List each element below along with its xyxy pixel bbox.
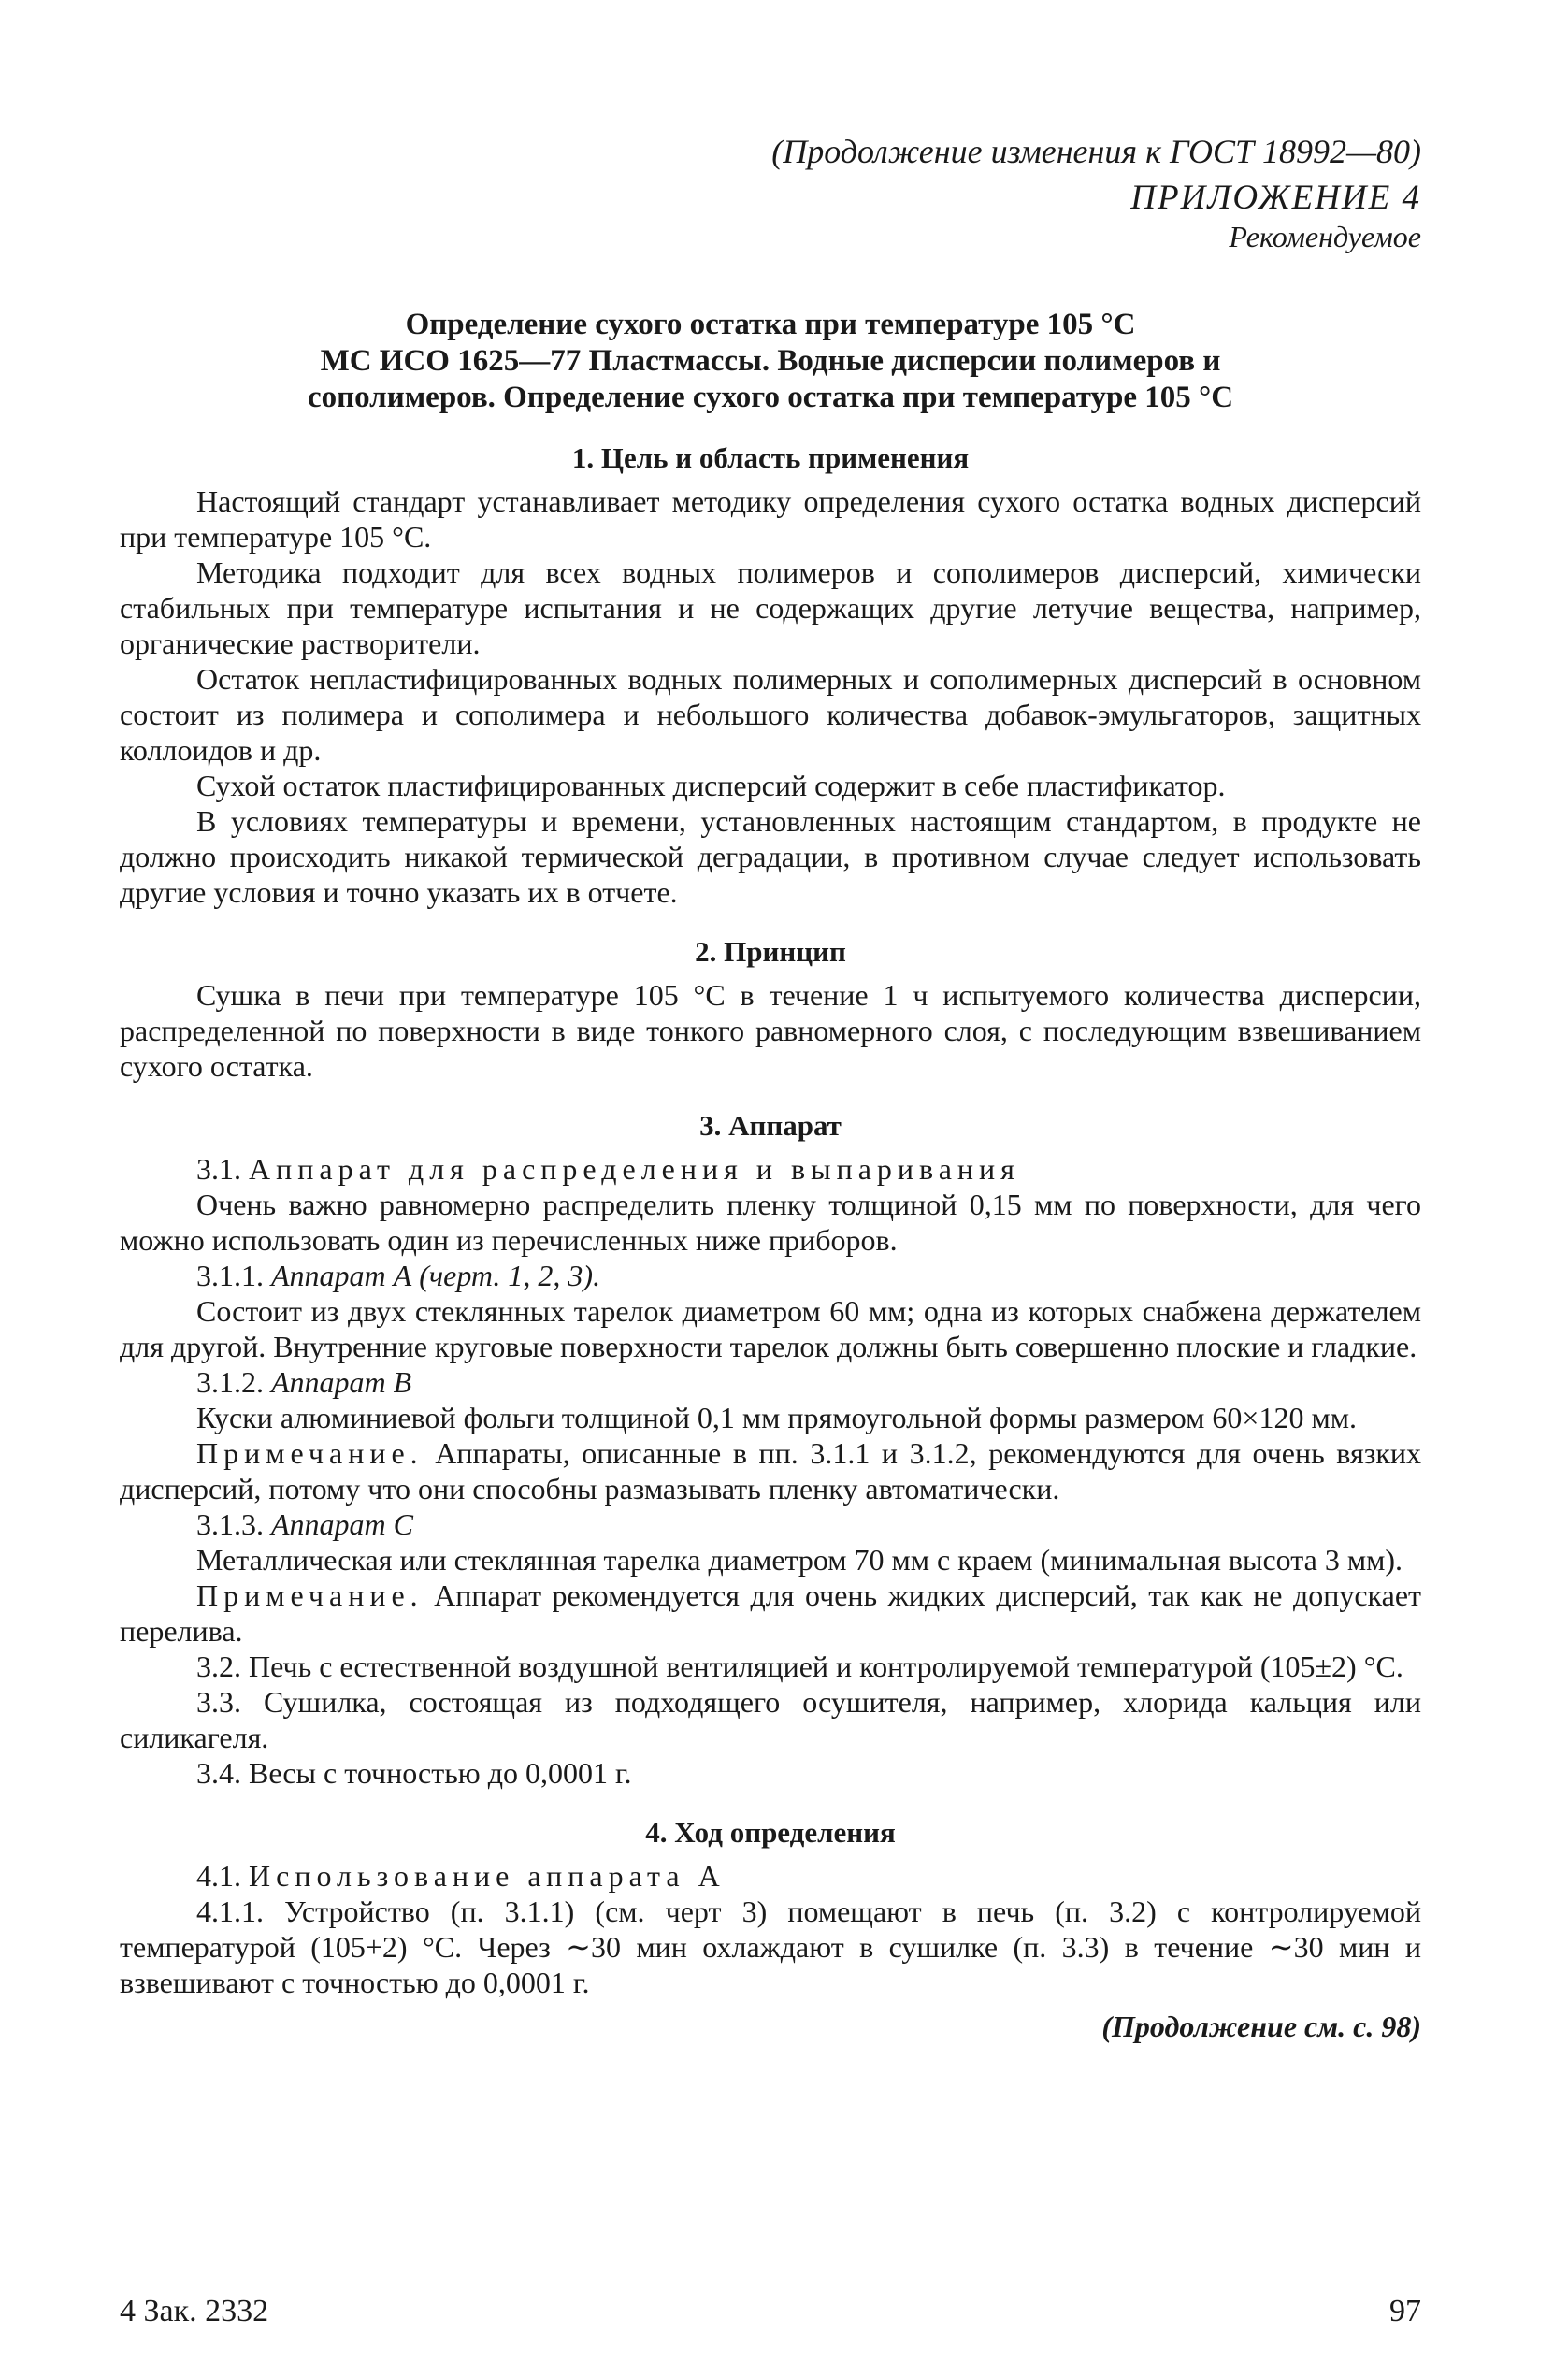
section-4-heading: 4. Ход определения: [645, 1816, 896, 1849]
appendix-label: ПРИЛОЖЕНИЕ 4: [1130, 179, 1421, 217]
s2-paragraph-1: Сушка в печи при температуре 105 °С в течение 1 ч испытуемого количества дисперсии, распределенной по поверхности в виде тонкого равномерного слоя, с последующим взвешиванием сухого остатка.: [120, 978, 1421, 1083]
clause-3-1-1-text: Состоит из двух стеклянных тарелок диаметром 60 мм; одна из которых снабжена держателем для другой. Внутренние круговые поверхности тарелок должны быть совершенно плоские и гладкие.: [120, 1294, 1421, 1363]
clause-3-1-3-text: Металлическая или стеклянная тарелка диаметром 70 мм с краем (минимальная высота 3 мм).: [196, 1543, 1403, 1577]
clause-3-1-2-text: Куски алюминиевой фольги толщиной 0,1 мм прямоугольной формы размером 60×120 мм.: [196, 1401, 1357, 1434]
clause-3-1-number: 3.1.: [196, 1152, 241, 1186]
note-2: [120, 1578, 1421, 1649]
clause-4-1-title: Использование аппарата А: [249, 1859, 726, 1893]
note-1-text: Аппараты, описанные в пп. 3.1.1 и 3.1.2, рекомендуются для очень вязких дисперсий, потому что они способны размазывать пленку автоматически.: [120, 1436, 1422, 1506]
continuation-header: (Продолжение изменения к ГОСТ 18992—80): [771, 133, 1421, 170]
s1-paragraph-4: Сухой остаток пластифицированных дисперсий содержит в себе пластификатор.: [196, 769, 1226, 802]
clause-4-1: [120, 1858, 1421, 1894]
title-line-2: МС ИСО 1625—77 Пластмассы. Водные дисперсии полимеров и: [320, 344, 1221, 378]
clause-3-1-3-number: 3.1.3.: [196, 1507, 264, 1541]
clause-3-1-1-number: 3.1.1.: [196, 1259, 264, 1292]
note-1-label: Примечание.: [196, 1436, 424, 1470]
clause-3-1-2-number: 3.1.2.: [196, 1365, 264, 1399]
page-footer: [120, 2293, 1421, 2330]
document-title: [120, 307, 1421, 416]
recommended-label: Рекомендуемое: [1229, 220, 1421, 253]
note-1: [120, 1435, 1421, 1506]
clause-3-1-3-title: Аппарат С: [271, 1507, 413, 1541]
s1-paragraph-3: Остаток непластифицированных водных полимерных и сополимерных дисперсий в основном состоит из полимера и сополимера и небольшого количества добавок-эмульгаторов, защитных коллоидов и др.: [120, 662, 1421, 767]
clause-3-1-3: [120, 1506, 1421, 1542]
clause-3-1-title: Аппарат для распределения и выпаривания: [249, 1152, 1020, 1186]
note-2-text: Аппарат рекомендуется для очень жидких дисперсий, так как не допускает перелива.: [120, 1578, 1422, 1648]
clause-3-1-text: Очень важно равномерно распределить пленку толщиной 0,15 мм по поверхности, для чего можно использовать один из перечисленных ниже приборов.: [120, 1188, 1421, 1257]
clause-3-3: 3.3. Сушилка, состоящая из подходящего осушителя, например, хлорида кальция или силикагеля.: [120, 1685, 1421, 1754]
title-line-3: сополимеров. Определение сухого остатка при температуре 105 °С: [307, 381, 1234, 414]
order-number: 4 Зак. 2332: [120, 2294, 269, 2328]
continuation-note: (Продолжение см. с. 98): [1101, 2010, 1421, 2043]
clause-3-4: 3.4. Весы с точностью до 0,0001 г.: [196, 1756, 632, 1790]
page-content: [120, 131, 1421, 2045]
section-2-heading: 2. Принцип: [695, 935, 846, 968]
clause-3-1: [120, 1151, 1421, 1187]
clause-3-1-1: [120, 1258, 1421, 1293]
clause-3-2: 3.2. Печь с естественной воздушной вентиляцией и контролируемой температурой (105±2) °С.: [196, 1650, 1403, 1683]
title-line-1: Определение сухого остатка при температуре 105 °С: [405, 308, 1136, 341]
s1-paragraph-5: В условиях температуры и времени, установленных настоящим стандартом, в продукте не должно происходить никакой термической деградации, в противном случае следует использовать другие условия и точно указать их в отчете.: [120, 804, 1421, 909]
clause-4-1-1: 4.1.1. Устройство (п. 3.1.1) (см. черт 3) помещают в печь (п. 3.2) с контролируемой температурой (105+2) °С. Через ∼30 мин охлаждают в сушилке (п. 3.3) в течение ∼30 мин и взвешивают с точностью до 0,0001 г.: [120, 1895, 1421, 1999]
section-1-heading: 1. Цель и область применения: [571, 441, 970, 474]
clause-3-1-2: [120, 1364, 1421, 1400]
clause-4-1-number: 4.1.: [196, 1859, 241, 1893]
page-number: 97: [1389, 2294, 1421, 2328]
clause-3-1-1-title: Аппарат А (черт. 1, 2, 3).: [271, 1259, 601, 1292]
note-2-label: Примечание.: [196, 1578, 424, 1612]
clause-3-1-2-title: Аппарат В: [271, 1365, 412, 1399]
s1-paragraph-2: Методика подходит для всех водных полимеров и сополимеров дисперсий, химически стабильных при температуре испытания и не содержащих другие летучие вещества, например, органические растворители.: [120, 555, 1421, 660]
s1-paragraph-1: Настоящий стандарт устанавливает методику определения сухого остатка водных дисперсий при температуре 105 °С.: [120, 484, 1421, 554]
section-3-heading: 3. Аппарат: [699, 1109, 842, 1142]
